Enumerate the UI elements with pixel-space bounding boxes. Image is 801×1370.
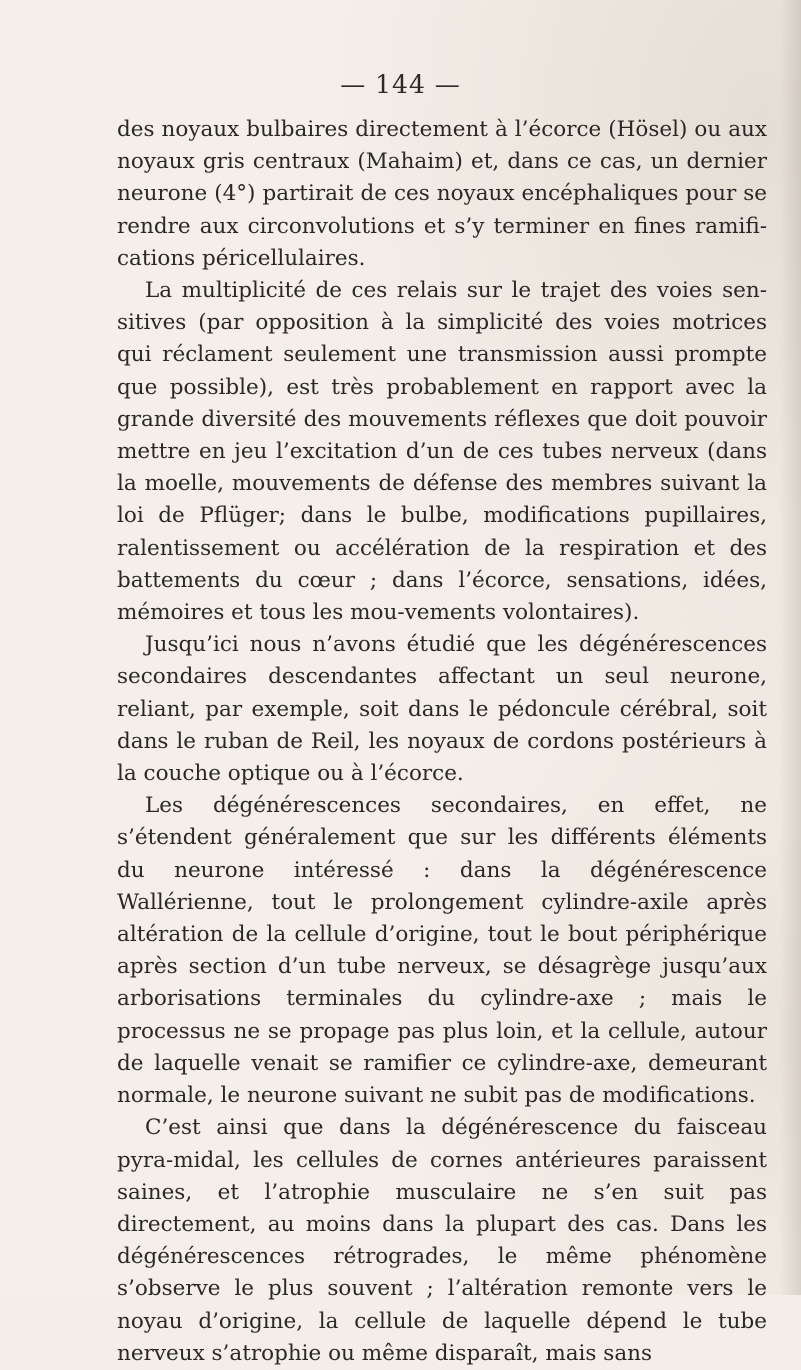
paragraph: Les dégénérescences secondaires, en effet, ne s’étendent généralement que sur les différents éléments du neurone intéressé : dans la dégénérescence Wallérienne, tout le prolongement cylindre-axile après altération de la cellule d’origine, tout le bout périphérique après section d’un tube nerveux, se désagrège jusqu’aux arborisations terminales du cylindre-axe ; mais le processus ne se propage pas plus loin, et la cellule, autour de laquelle venait se ramifier ce cylindre-axe, demeurant normale, le neurone suivant ne subit pas de modifications.	[117, 793, 767, 1109]
page-edge-shadow	[779, 0, 801, 1295]
paragraph: des noyaux bulbaires directement à l’écorce (Hösel) ou aux noyaux gris centraux (Mahaim) et, dans ce cas, un dernier neurone (4°) partirait de ces noyaux encéphaliques pour se rendre aux circonvolutions et s’y terminer en fines ramifi-cations péricellulaires.	[117, 117, 767, 271]
page-body	[117, 114, 767, 1370]
paragraph: C’est ainsi que dans la dégénérescence du faisceau pyra-midal, les cellules de cornes antérieures paraissent saines, et l’atrophie musculaire ne s’en suit pas directement, au moins dans la plupart des cas. Dans les dégénérescences rétrogrades, le même phénomène s’observe le plus souvent ; l’altération remonte vers le noyau d’origine, la cellule de laquelle dépend le tube nerveux s’atrophie ou même disparaît, mais sans	[117, 1115, 767, 1366]
page-number: — 144 —	[340, 70, 461, 99]
paragraph: Jusqu’ici nous n’avons étudié que les dégénérescences secondaires descendantes affectant un seul neurone, reliant, par exemple, soit dans le pédoncule cérébral, soit dans le ruban de Reil, les noyaux de cordons postérieurs à la couche optique ou à l’écorce.	[117, 632, 767, 787]
paragraph: La multiplicité de ces relais sur le trajet des voies sen-sitives (par opposition à la simplicité des voies motrices qui réclament seulement une transmission aussi prompte que possible), est très probablement en rapport avec la grande diversité des mouvements réflexes que doit pouvoir mettre en jeu l’excitation d’un de ces tubes nerveux (dans la moelle, mouvements de défense des membres suivant la loi de Pflüger; dans le bulbe, modifications pupillaires, ralentissement ou accélération de la respiration et des battements du cœur ; dans l’écorce, sensations, idées, mémoires et tous les mou-vements volontaires).	[117, 278, 767, 626]
